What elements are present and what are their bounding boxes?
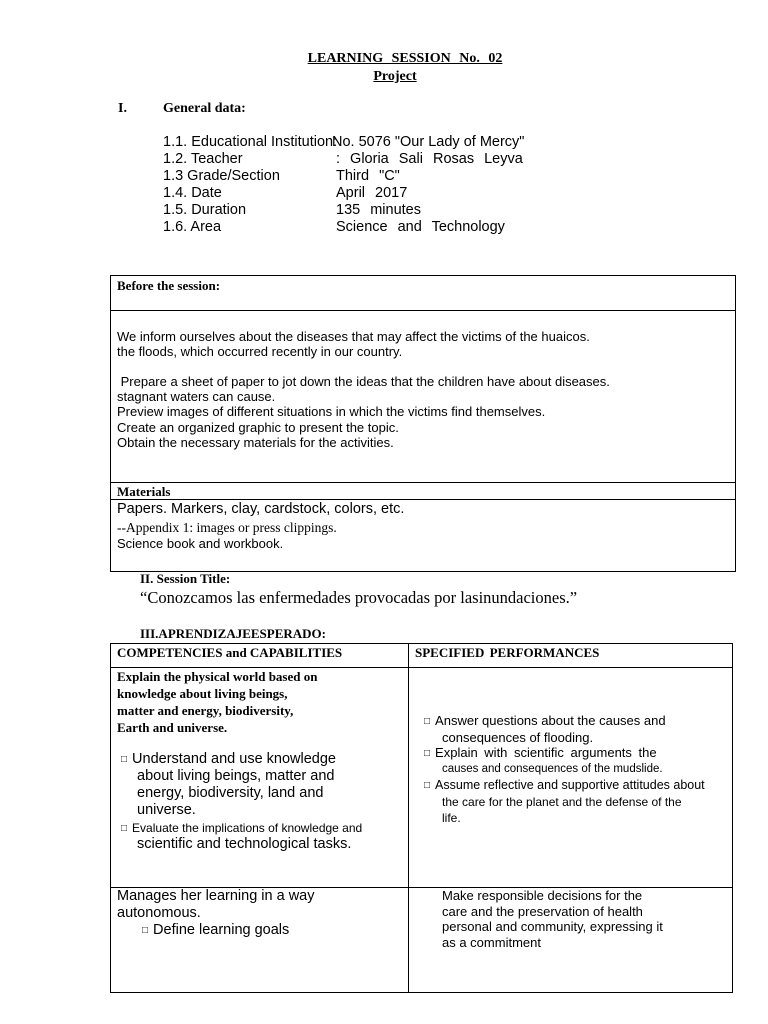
- general-data-row: [163, 185, 407, 201]
- capability-line: universe.: [137, 802, 196, 818]
- section-title-general-data: General data:: [163, 101, 246, 116]
- performance-line: Answer questions about the causes and: [435, 713, 666, 728]
- materials-line: Papers. Markers, clay, cardstock, colors, etc.: [117, 501, 405, 517]
- performance-line: Explain with scientific arguments the: [435, 745, 657, 760]
- column-divider: [408, 643, 409, 993]
- checkbox-bullet-icon: □: [142, 925, 149, 936]
- performance-line: personal and community, expressing it: [442, 919, 663, 934]
- competency-text: [117, 668, 317, 736]
- performance-line: Assume reflective and supportive attitudes about: [435, 778, 705, 792]
- materials-heading: Materials: [117, 484, 171, 499]
- section-title-session: II. Session Title:: [140, 571, 231, 586]
- capability-item: [121, 751, 336, 819]
- competency-line: matter and energy, biodiversity,: [117, 703, 294, 718]
- performance-item: [424, 777, 705, 826]
- competency-line: Manages her learning in a way: [117, 888, 315, 904]
- checkbox-bullet-icon: □: [121, 754, 128, 765]
- competency-line: autonomous.: [117, 905, 201, 921]
- column-header-competencies: COMPETENCIES and CAPABILITIES: [117, 645, 343, 660]
- before-session-line: We inform ourselves about the diseases that may affect the victims of the huaicos.: [117, 329, 590, 344]
- general-data-label: 1.3 Grade/Section: [163, 168, 280, 184]
- general-data-label: 1.4. Date: [163, 185, 222, 201]
- performance-line: life.: [442, 811, 461, 825]
- performance-line: Make responsible decisions for the: [442, 888, 643, 903]
- general-data-row: [163, 219, 505, 235]
- general-data-label: 1.2. Teacher: [163, 151, 243, 167]
- divider: [110, 482, 736, 483]
- performance-item: [424, 713, 666, 746]
- capability-line: Understand and use knowledge: [132, 751, 336, 767]
- general-data-row: [163, 168, 400, 184]
- general-data-value: 135 minutes: [336, 202, 421, 218]
- general-data-label: 1.1. Educational Institution:: [163, 134, 338, 150]
- materials-line: Science book and workbook.: [117, 536, 284, 551]
- before-session-line: Preview images of different situations in which the victims find themselves.: [117, 404, 546, 419]
- capability-line: Define learning goals: [153, 922, 290, 938]
- general-data-value: Third "C": [336, 168, 400, 184]
- checkbox-bullet-icon: □: [424, 748, 431, 759]
- performance-line: causes and consequences of the mudslide.: [442, 763, 663, 775]
- performance-text: [442, 888, 663, 950]
- divider: [110, 310, 736, 311]
- capability-line: scientific and technological tasks.: [137, 836, 352, 852]
- general-data-label: 1.6. Area: [163, 219, 222, 235]
- general-data-value: Science and Technology: [336, 219, 505, 235]
- before-session-line: Prepare a sheet of paper to jot down the ideas that the children have about diseases.: [117, 374, 610, 389]
- session-title-text: “Conozcamos las enfermedades provocadas por lasinundaciones.”: [140, 588, 578, 607]
- capability-line: Evaluate the implications of knowledge and: [132, 821, 363, 835]
- column-header-performances: SPECIFIED PERFORMANCES: [415, 645, 600, 660]
- checkbox-bullet-icon: □: [424, 716, 431, 727]
- checkbox-bullet-icon: □: [121, 823, 128, 834]
- general-data-row: [163, 151, 523, 167]
- before-session-line: stagnant waters can cause.: [117, 389, 276, 404]
- general-data-value: : Gloria Sali Rosas Leyva: [336, 151, 523, 167]
- general-data-row: [163, 134, 524, 150]
- before-session-heading: Before the session:: [117, 278, 221, 293]
- competency-text: [117, 888, 314, 939]
- performance-line: the care for the planet and the defense of the: [442, 795, 682, 809]
- capability-line: energy, biodiversity, land and: [137, 785, 324, 801]
- competency-line: Explain the physical world based on: [117, 669, 318, 684]
- performance-line: as a commitment: [442, 934, 541, 950]
- general-data-value: April 2017: [336, 185, 408, 201]
- general-data-label: 1.5. Duration: [163, 202, 247, 218]
- project-label: Project: [373, 69, 417, 84]
- general-data-value: No. 5076 "Our Lady of Mercy": [332, 134, 525, 150]
- section-number: I.: [118, 101, 127, 116]
- materials-line: --Appendix 1: images or press clippings.: [117, 520, 337, 535]
- divider: [110, 499, 736, 500]
- performance-line: consequences of flooding.: [442, 730, 594, 745]
- performance-item: [424, 745, 663, 776]
- general-data-row: [163, 202, 421, 218]
- competency-line: knowledge about living beings,: [117, 686, 288, 701]
- capability-item: [121, 821, 362, 853]
- checkbox-bullet-icon: □: [424, 780, 431, 791]
- performance-line: care and the preservation of health: [442, 903, 643, 919]
- before-session-line: the floods, which occurred recently in our country.: [117, 344, 403, 359]
- before-session-line: Obtain the necessary materials for the activities.: [117, 435, 394, 450]
- capability-line: about living beings, matter and: [137, 768, 335, 784]
- session-title: LEARNING SESSION No. 02: [307, 51, 503, 66]
- competency-line: Earth and universe.: [117, 720, 228, 735]
- before-session-line: Create an organized graphic to present the topic.: [117, 420, 399, 435]
- section-title-expected-learning: III.APRENDIZAJEESPERADO:: [140, 626, 326, 641]
